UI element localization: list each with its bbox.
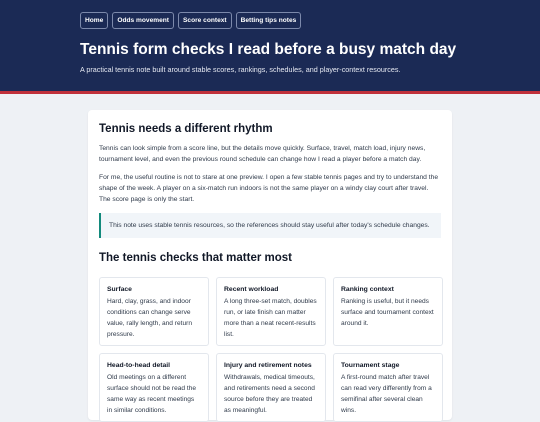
nav-score-context-button[interactable]: Score context (178, 12, 232, 29)
check-body: A first-round match after travel can read very differently from a semifinal after several clean wins. (341, 374, 432, 414)
article-card (88, 110, 452, 420)
check-card-injury-retirement (216, 353, 326, 422)
check-title: Surface (107, 286, 132, 293)
nav-home-button[interactable]: Home (80, 12, 108, 29)
check-title: Recent workload (224, 286, 279, 293)
article-paragraph: For me, the useful routine is not to stare at one preview. I open a few stable tennis pages and try to understand the shape of the week. A player on a six-match run indoors is not the same player on a windy clay court after travel. The score page is only the start. (99, 174, 439, 203)
page-subtitle: A practical tennis note built around stable scores, rankings, schedules, and player-context resources. (80, 65, 401, 74)
check-body: Old meetings on a different surface should not be read the same way as recent meetings in similar conditions. (107, 374, 197, 414)
check-body: Hard, clay, grass, and indoor conditions can change serve value, rally length, and return pressure. (107, 298, 193, 338)
nav-betting-tips-notes-button[interactable]: Betting tips notes (236, 12, 302, 29)
article-paragraph: Tennis can look simple from a score line, but the details move quickly. Surface, travel, match load, injury news, tournament level, and even the previous round schedule can change how I read a player before a match day. (99, 145, 426, 163)
site-header (0, 0, 540, 94)
checks-heading: The tennis checks that matter most (99, 252, 292, 264)
top-nav (80, 12, 540, 29)
check-card-head-to-head (99, 353, 209, 422)
check-title: Ranking context (341, 286, 394, 293)
check-title: Injury and retirement notes (224, 362, 312, 369)
check-body: Ranking is useful, but it needs surface and tournament context around it. (341, 298, 434, 327)
page-title: Tennis form checks I read before a busy match day (80, 41, 457, 58)
nav-odds-movement-button[interactable]: Odds movement (112, 12, 174, 29)
check-card-ranking-context (333, 277, 443, 346)
check-card-tournament-stage (333, 353, 443, 422)
check-body: A long three-set match, doubles run, or late finish can matter more than a neat recent-results list. (224, 298, 317, 338)
check-card-surface (99, 277, 209, 346)
check-body: Withdrawals, medical timeouts, and retirements need a second source before they are treated as meaningful. (224, 374, 315, 414)
check-title: Tournament stage (341, 362, 400, 369)
check-title: Head-to-head detail (107, 362, 171, 369)
article-heading: Tennis needs a different rhythm (99, 123, 273, 135)
callout-note: This note uses stable tennis resources, so the references should stay useful after today's schedule changes. (99, 213, 441, 238)
check-card-recent-workload (216, 277, 326, 346)
checks-grid (99, 277, 441, 422)
